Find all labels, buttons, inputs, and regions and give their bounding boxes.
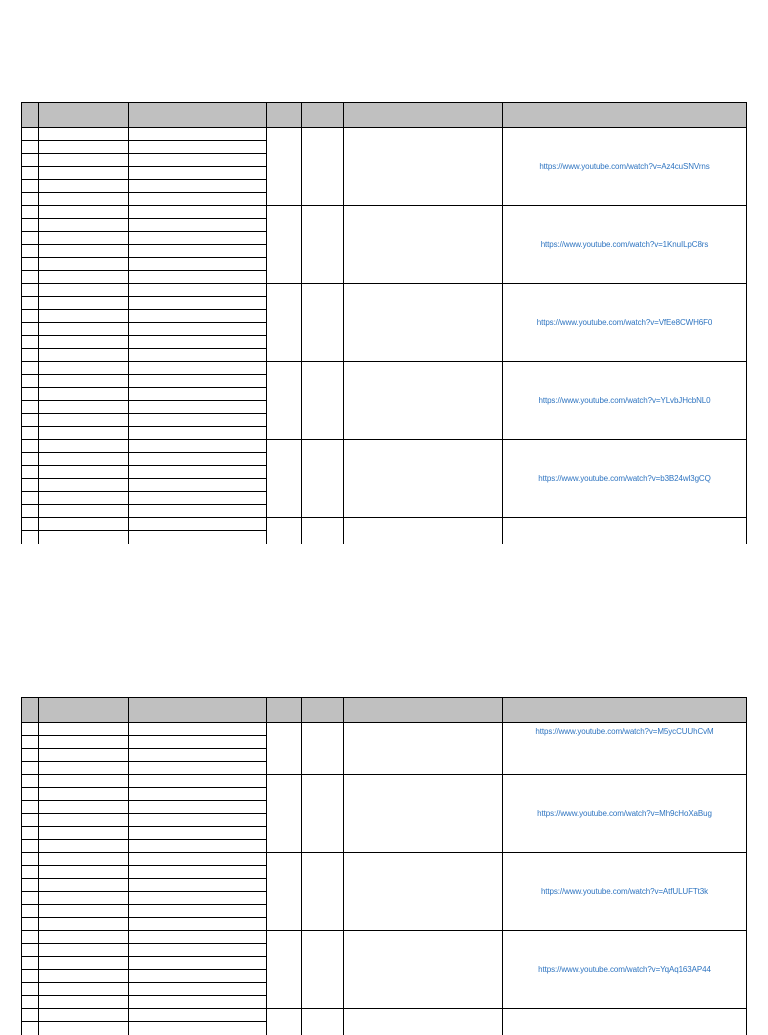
video-link[interactable]: https://www.youtube.com/watch?v=AtfULUFTt3k [503,853,747,931]
row-number-cell [22,388,39,401]
detail-cell [129,970,267,983]
detail-cell [129,245,267,258]
name-cell [39,375,129,388]
qty-cell [267,284,302,362]
detail-cell [129,180,267,193]
name-cell [39,840,129,853]
row-number-cell [22,479,39,492]
video-link[interactable]: https://www.youtube.com/watch?v=YqAq163AP44 [503,931,747,1009]
unit-cell [302,723,344,775]
unit-cell [302,362,344,440]
name-cell [39,219,129,232]
row-number-cell [22,918,39,931]
name-cell [39,492,129,505]
row-number-cell [22,931,39,944]
detail-cell [129,762,267,775]
name-cell [39,944,129,957]
header-cell [302,103,344,128]
name-cell [39,970,129,983]
name-cell [39,749,129,762]
row-number-cell [22,814,39,827]
detail-cell [129,801,267,814]
header-cell [129,698,267,723]
video-link[interactable]: https://www.youtube.com/watch?v=Az4cuSNVrns [503,128,747,206]
unit-cell [302,440,344,518]
row-number-cell [22,505,39,518]
detail-cell [129,866,267,879]
unit-cell [302,284,344,362]
row-number-cell [22,427,39,440]
description-cell [344,853,503,931]
name-cell [39,788,129,801]
table-row [22,206,747,219]
detail-cell [129,375,267,388]
detail-cell [129,154,267,167]
qty-cell [267,518,302,544]
row-number-cell [22,245,39,258]
detail-cell [129,736,267,749]
table-row [22,362,747,375]
sheet-table-2 [21,697,747,1035]
link-cell-empty [503,518,747,544]
detail-cell [129,983,267,996]
detail-cell [129,749,267,762]
header-cell [22,698,39,723]
name-cell [39,762,129,775]
row-number-cell [22,1022,39,1035]
row-number-cell [22,336,39,349]
detail-cell [129,362,267,375]
row-number-cell [22,193,39,206]
detail-cell [129,996,267,1009]
unit-cell [302,775,344,853]
row-number-cell [22,970,39,983]
name-cell [39,440,129,453]
video-link[interactable]: https://www.youtube.com/watch?v=b3B24wl3gCQ [503,440,747,518]
name-cell [39,453,129,466]
description-cell [344,931,503,1009]
detail-cell [129,957,267,970]
detail-cell [129,167,267,180]
header-cell [344,103,503,128]
detail-cell [129,232,267,245]
row-number-cell [22,128,39,141]
detail-cell [129,918,267,931]
header-cell [22,103,39,128]
name-cell [39,879,129,892]
name-cell [39,892,129,905]
row-number-cell [22,775,39,788]
row-number-cell [22,788,39,801]
table-row [22,1009,747,1022]
link-cell-empty [503,1009,747,1035]
row-number-cell [22,466,39,479]
detail-cell [129,814,267,827]
qty-cell [267,440,302,518]
qty-cell [267,128,302,206]
header-cell [302,698,344,723]
header-cell [503,698,747,723]
video-link[interactable]: https://www.youtube.com/watch?v=YLvbJHcbNL0 [503,362,747,440]
row-number-cell [22,310,39,323]
header-cell [344,698,503,723]
detail-cell [129,310,267,323]
detail-cell [129,479,267,492]
name-cell [39,245,129,258]
row-number-cell [22,749,39,762]
sheet-table-1 [21,102,747,544]
header-cell [39,103,129,128]
name-cell [39,310,129,323]
detail-cell [129,323,267,336]
row-number-cell [22,492,39,505]
table-row [22,518,747,531]
row-number-cell [22,167,39,180]
row-number-cell [22,180,39,193]
name-cell [39,349,129,362]
name-cell [39,232,129,245]
video-link[interactable]: https://www.youtube.com/watch?v=1KnuILpC8rs [503,206,747,284]
qty-cell [267,931,302,1009]
row-number-cell [22,414,39,427]
row-number-cell [22,905,39,918]
row-number-cell [22,297,39,310]
detail-cell [129,466,267,479]
row-number-cell [22,453,39,466]
name-cell [39,518,129,531]
row-number-cell [22,375,39,388]
header-row [22,103,747,128]
detail-cell [129,788,267,801]
qty-cell [267,206,302,284]
name-cell [39,414,129,427]
detail-cell [129,453,267,466]
table-row [22,128,747,141]
row-number-cell [22,401,39,414]
video-link[interactable]: https://www.youtube.com/watch?v=M5ycCUUhCvM [503,723,747,775]
name-cell [39,180,129,193]
name-cell [39,905,129,918]
row-number-cell [22,141,39,154]
header-cell [267,698,302,723]
name-cell [39,336,129,349]
name-cell [39,401,129,414]
name-cell [39,258,129,271]
description-cell [344,362,503,440]
detail-cell [129,206,267,219]
name-cell [39,505,129,518]
name-cell [39,931,129,944]
detail-cell [129,775,267,788]
qty-cell [267,362,302,440]
detail-cell [129,827,267,840]
description-cell [344,284,503,362]
row-number-cell [22,957,39,970]
name-cell [39,128,129,141]
unit-cell [302,518,344,544]
detail-cell [129,892,267,905]
row-number-cell [22,440,39,453]
name-cell [39,814,129,827]
table-row [22,853,747,866]
description-cell [344,128,503,206]
unit-cell [302,853,344,931]
name-cell [39,388,129,401]
row-number-cell [22,1009,39,1022]
name-cell [39,271,129,284]
qty-cell [267,1009,302,1035]
name-cell [39,736,129,749]
name-cell [39,323,129,336]
detail-cell [129,401,267,414]
table-row [22,284,747,297]
detail-cell [129,219,267,232]
table-row [22,723,747,736]
unit-cell [302,128,344,206]
video-link[interactable]: https://www.youtube.com/watch?v=VfEe8CWH6F0 [503,284,747,362]
detail-cell [129,258,267,271]
name-cell [39,531,129,544]
detail-cell [129,297,267,310]
row-number-cell [22,723,39,736]
row-number-cell [22,879,39,892]
name-cell [39,362,129,375]
name-cell [39,983,129,996]
name-cell [39,154,129,167]
detail-cell [129,492,267,505]
name-cell [39,801,129,814]
row-number-cell [22,827,39,840]
row-number-cell [22,154,39,167]
detail-cell [129,505,267,518]
unit-cell [302,206,344,284]
detail-cell [129,853,267,866]
name-cell [39,723,129,736]
name-cell [39,479,129,492]
table-row [22,440,747,453]
name-cell [39,866,129,879]
description-cell [344,1009,503,1035]
name-cell [39,827,129,840]
detail-cell [129,128,267,141]
name-cell [39,427,129,440]
header-row [22,698,747,723]
name-cell [39,206,129,219]
detail-cell [129,141,267,154]
detail-cell [129,723,267,736]
description-cell [344,775,503,853]
row-number-cell [22,258,39,271]
detail-cell [129,931,267,944]
header-cell [267,103,302,128]
name-cell [39,193,129,206]
description-cell [344,206,503,284]
video-link[interactable]: https://www.youtube.com/watch?v=Mh9cHoXaBug [503,775,747,853]
detail-cell [129,944,267,957]
row-number-cell [22,996,39,1009]
row-number-cell [22,284,39,297]
row-number-cell [22,866,39,879]
row-number-cell [22,232,39,245]
row-number-cell [22,892,39,905]
name-cell [39,1009,129,1022]
name-cell [39,167,129,180]
row-number-cell [22,983,39,996]
name-cell [39,918,129,931]
row-number-cell [22,271,39,284]
description-cell [344,518,503,544]
detail-cell [129,414,267,427]
row-number-cell [22,323,39,336]
detail-cell [129,336,267,349]
name-cell [39,775,129,788]
qty-cell [267,853,302,931]
detail-cell [129,388,267,401]
row-number-cell [22,219,39,232]
qty-cell [267,775,302,853]
detail-cell [129,271,267,284]
detail-cell [129,284,267,297]
row-number-cell [22,518,39,531]
header-cell [503,103,747,128]
row-number-cell [22,801,39,814]
description-cell [344,440,503,518]
row-number-cell [22,531,39,544]
name-cell [39,297,129,310]
unit-cell [302,931,344,1009]
description-cell [344,723,503,775]
name-cell [39,996,129,1009]
detail-cell [129,1009,267,1022]
row-number-cell [22,840,39,853]
row-number-cell [22,944,39,957]
detail-cell [129,518,267,531]
name-cell [39,957,129,970]
table-row [22,931,747,944]
detail-cell [129,193,267,206]
detail-cell [129,349,267,362]
row-number-cell [22,736,39,749]
detail-cell [129,840,267,853]
name-cell [39,1022,129,1035]
row-number-cell [22,853,39,866]
detail-cell [129,905,267,918]
name-cell [39,284,129,297]
header-cell [39,698,129,723]
detail-cell [129,879,267,892]
name-cell [39,853,129,866]
name-cell [39,466,129,479]
row-number-cell [22,349,39,362]
row-number-cell [22,362,39,375]
detail-cell [129,531,267,544]
detail-cell [129,1022,267,1035]
qty-cell [267,723,302,775]
row-number-cell [22,206,39,219]
detail-cell [129,427,267,440]
detail-cell [129,440,267,453]
row-number-cell [22,762,39,775]
header-cell [129,103,267,128]
name-cell [39,141,129,154]
table-row [22,775,747,788]
unit-cell [302,1009,344,1035]
